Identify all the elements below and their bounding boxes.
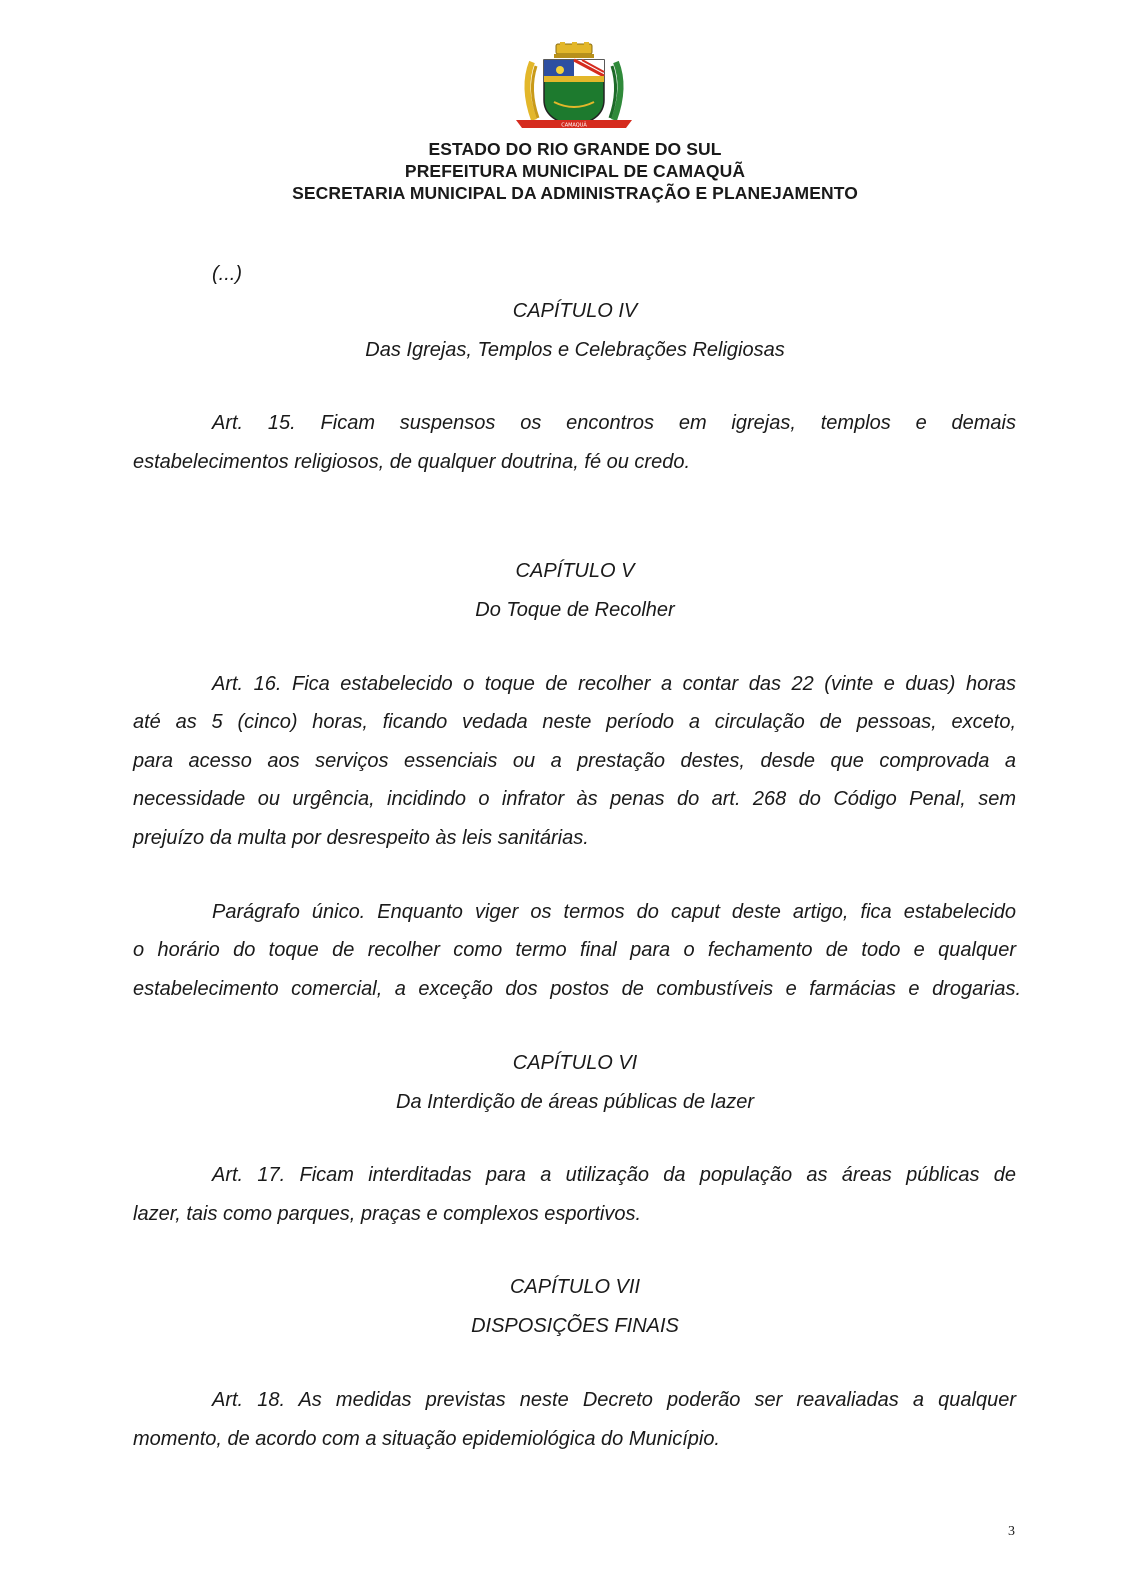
chapter-vii-title: CAPÍTULO VII bbox=[509, 1276, 641, 1298]
art17-line: Art. 17. Ficam interditadas para a utilização da população as áreas públicas de bbox=[212, 1164, 1016, 1186]
svg-text:CAMAQUÃ: CAMAQUÃ bbox=[561, 122, 587, 129]
art16-line: necessidade ou urgência, incidindo o infrator às penas do art. 268 do Código Penal, sem bbox=[133, 788, 1016, 810]
art17-line: lazer, tais como parques, praças e complexos esportivos. bbox=[133, 1203, 642, 1225]
header-secretariat: SECRETARIA MUNICIPAL DA ADMINISTRAÇÃO E PLANEJAMENTO bbox=[292, 183, 858, 203]
chapter-vi-title: CAPÍTULO VI bbox=[512, 1052, 638, 1074]
paragraph-unique-line: estabelecimento comercial, a exceção dos postos de combustíveis e farmácias e drogarias. bbox=[133, 978, 1021, 1000]
paragraph-unique-line: o horário do toque de recolher como termo final para o fechamento de todo e qualquer bbox=[133, 939, 1016, 961]
chapter-iv-subtitle: Das Igrejas, Templos e Celebrações Religiosas bbox=[365, 339, 785, 361]
header-prefecture: PREFEITURA MUNICIPAL DE CAMAQUÃ bbox=[404, 161, 746, 181]
chapter-v-subtitle: Do Toque de Recolher bbox=[475, 599, 675, 621]
header-state: ESTADO DO RIO GRANDE DO SUL bbox=[428, 139, 722, 159]
coat-of-arms-logo bbox=[512, 42, 636, 134]
art16-line: para acesso aos serviços essenciais ou a prestação destes, desde que comprovada a bbox=[133, 750, 1016, 772]
ellipsis: (...) bbox=[212, 263, 242, 285]
chapter-v-title: CAPÍTULO V bbox=[515, 560, 635, 582]
chapter-vi-subtitle: Da Interdição de áreas públicas de lazer bbox=[396, 1091, 754, 1113]
art15-line: estabelecimentos religiosos, de qualquer doutrina, fé ou credo. bbox=[133, 451, 691, 473]
art16-line: Art. 16. Fica estabelecido o toque de recolher a contar das 22 (vinte e duas) horas bbox=[212, 673, 1016, 695]
art15-line: Art. 15. Ficam suspensos os encontros em igrejas, templos e demais bbox=[212, 412, 1016, 434]
page-number: 3 bbox=[1008, 1524, 1015, 1539]
art18-line: Art. 18. As medidas previstas neste Decreto poderão ser reavaliadas a qualquer bbox=[212, 1389, 1016, 1411]
art18-line: momento, de acordo com a situação epidemiológica do Município. bbox=[133, 1428, 720, 1450]
paragraph-unique-line: Parágrafo único. Enquanto viger os termos do caput deste artigo, fica estabelecido bbox=[212, 901, 1016, 923]
chapter-iv-title: CAPÍTULO IV bbox=[512, 300, 638, 322]
art16-line: prejuízo da multa por desrespeito às leis sanitárias. bbox=[133, 827, 589, 849]
art16-line: até as 5 (cinco) horas, ficando vedada neste período a circulação de pessoas, exceto, bbox=[133, 711, 1016, 733]
chapter-vii-subtitle: DISPOSIÇÕES FINAIS bbox=[471, 1315, 679, 1337]
